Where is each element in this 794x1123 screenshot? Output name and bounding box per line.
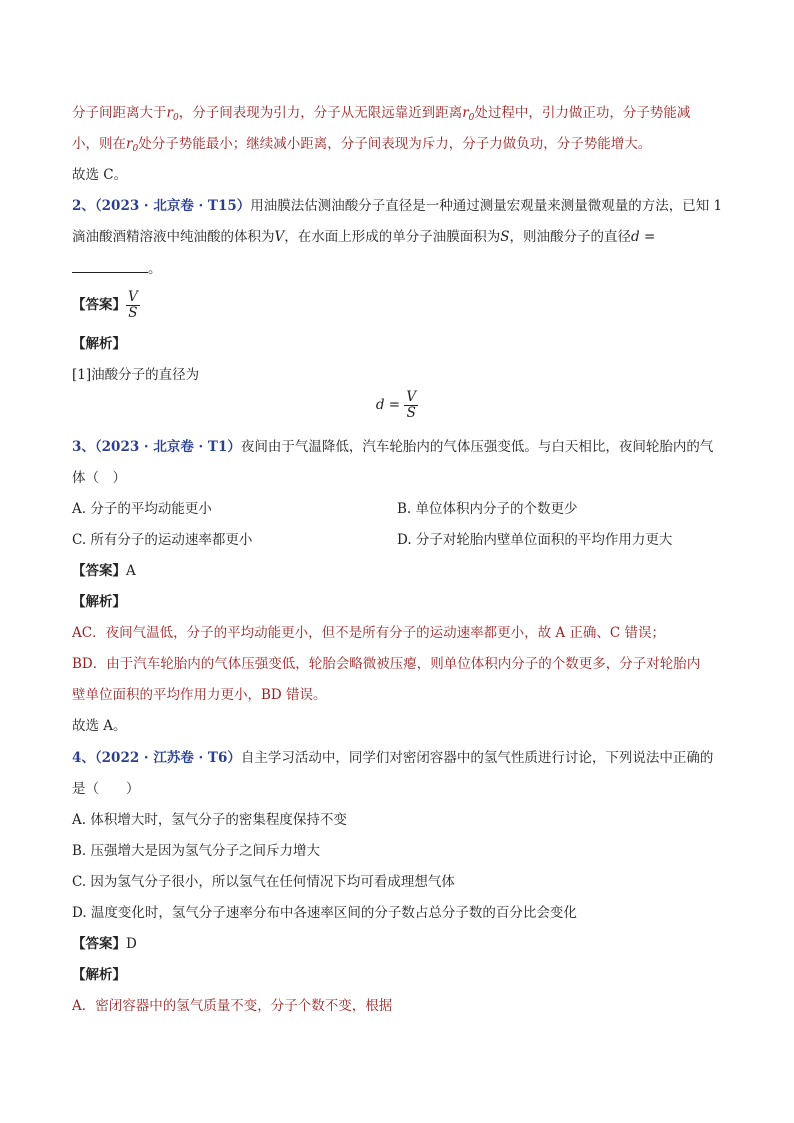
analysis-line-1: AC．夜间气温低，分子的平均动能更小，但不是所有分子的运动速率都更小，故 A 正确、C 错误； bbox=[72, 625, 666, 641]
question-source: （2022 · 江苏卷 · T6） bbox=[94, 750, 241, 766]
options-row-2 bbox=[72, 530, 734, 550]
option-b: B. 压强增大是因为氢气分子之间斥力增大 bbox=[72, 843, 321, 859]
question-4-line1: 4、（2022 · 江苏卷 · T6）自主学习活动中，同学们对密闭容器中的氢气性质进行讨论，下列说法中正确的 bbox=[72, 750, 714, 766]
diameter-formula: d = $\frac{V}{S}$ bbox=[375, 389, 417, 421]
analysis-label: 【解析】 bbox=[72, 336, 126, 352]
option-d: D. 分子对轮胎内壁单位面积的平均作用力更大 bbox=[397, 532, 673, 548]
answer-blank bbox=[72, 258, 148, 273]
question-2-blank: 。 bbox=[72, 258, 734, 279]
option-c: C. 所有分子的运动速率都更小 bbox=[72, 532, 253, 548]
question-2-answer bbox=[72, 288, 734, 322]
r0-symbol: $r_0$ bbox=[166, 105, 179, 123]
option-b: B. 单位体积内分子的个数更少 bbox=[397, 501, 578, 517]
option-a: A. 分子的平均动能更小 bbox=[72, 501, 212, 517]
option-a: A. 体积增大时，氢气分子的密集程度保持不变 bbox=[72, 812, 347, 828]
analysis-text: [1]油酸分子的直径为 bbox=[72, 367, 200, 383]
answer-fraction: $\frac{V}{S}$ bbox=[128, 289, 138, 321]
prev-choice: 故选 C。 bbox=[72, 167, 128, 183]
question-2-line2: 滴油酸酒精溶液中纯油酸的体积为V，在水面上形成的单分子油膜面积为S，则油酸分子的直径d = bbox=[72, 229, 656, 245]
question-4-answer: 【答案】D bbox=[72, 936, 137, 952]
analysis-line-2: BD．由于汽车轮胎内的气体压强变低，轮胎会略微被压瘪，则单位体积内分子的个数更多，分子对轮胎内 bbox=[72, 656, 701, 672]
question-source: （2023 · 北京卷 · T15） bbox=[94, 198, 251, 214]
analysis-label: 【解析】 bbox=[72, 967, 126, 983]
question-3-choice: 故选 A。 bbox=[72, 718, 127, 734]
question-3-line1: 3、（2023 · 北京卷 · T1）夜间由于气温降低，汽车轮胎内的气体压强变低。与白天相比，夜间轮胎内的气 bbox=[72, 439, 714, 455]
question-number: 2、 bbox=[72, 198, 95, 214]
prev-explanation-line1: 分子间距离大于$r_0$，分子间表现为引力，分子从无限远靠近到距离$r_0$处过程中，引力做正功，分子势能减 bbox=[72, 105, 691, 123]
question-3-line2: 体（ ） bbox=[72, 470, 126, 486]
question-3-answer: 【答案】A bbox=[72, 563, 136, 579]
analysis-line-3: 壁单位面积的平均作用力更小，BD 错误。 bbox=[72, 687, 327, 703]
prev-explanation-line2: 小，则在$r_0$处分子势能最小；继续减小距离，分子间表现为斥力，分子力做负功，分子势能增大。 bbox=[72, 136, 652, 154]
options-row-1 bbox=[72, 499, 734, 519]
question-2-line1: 2、（2023 · 北京卷 · T15）用油膜法估测油酸分子直径是一种通过测量宏观量来测量微观量的方法，已知 1 bbox=[72, 198, 723, 214]
option-d: D. 温度变化时，氢气分子速率分布中各速率区间的分子数占总分子数的百分比会变化 bbox=[72, 905, 577, 921]
option-c: C. 因为氢气分子很小，所以氢气在任何情况下均可看成理想气体 bbox=[72, 874, 455, 890]
question-4-line2: 是（ ） bbox=[72, 781, 140, 797]
question-source: （2023 · 北京卷 · T1） bbox=[94, 439, 241, 455]
analysis-line-1: A．密闭容器中的氢气质量不变，分子个数不变，根据 bbox=[72, 998, 393, 1014]
analysis-label: 【解析】 bbox=[72, 594, 126, 610]
answer-label: 【答案】 bbox=[72, 297, 126, 313]
